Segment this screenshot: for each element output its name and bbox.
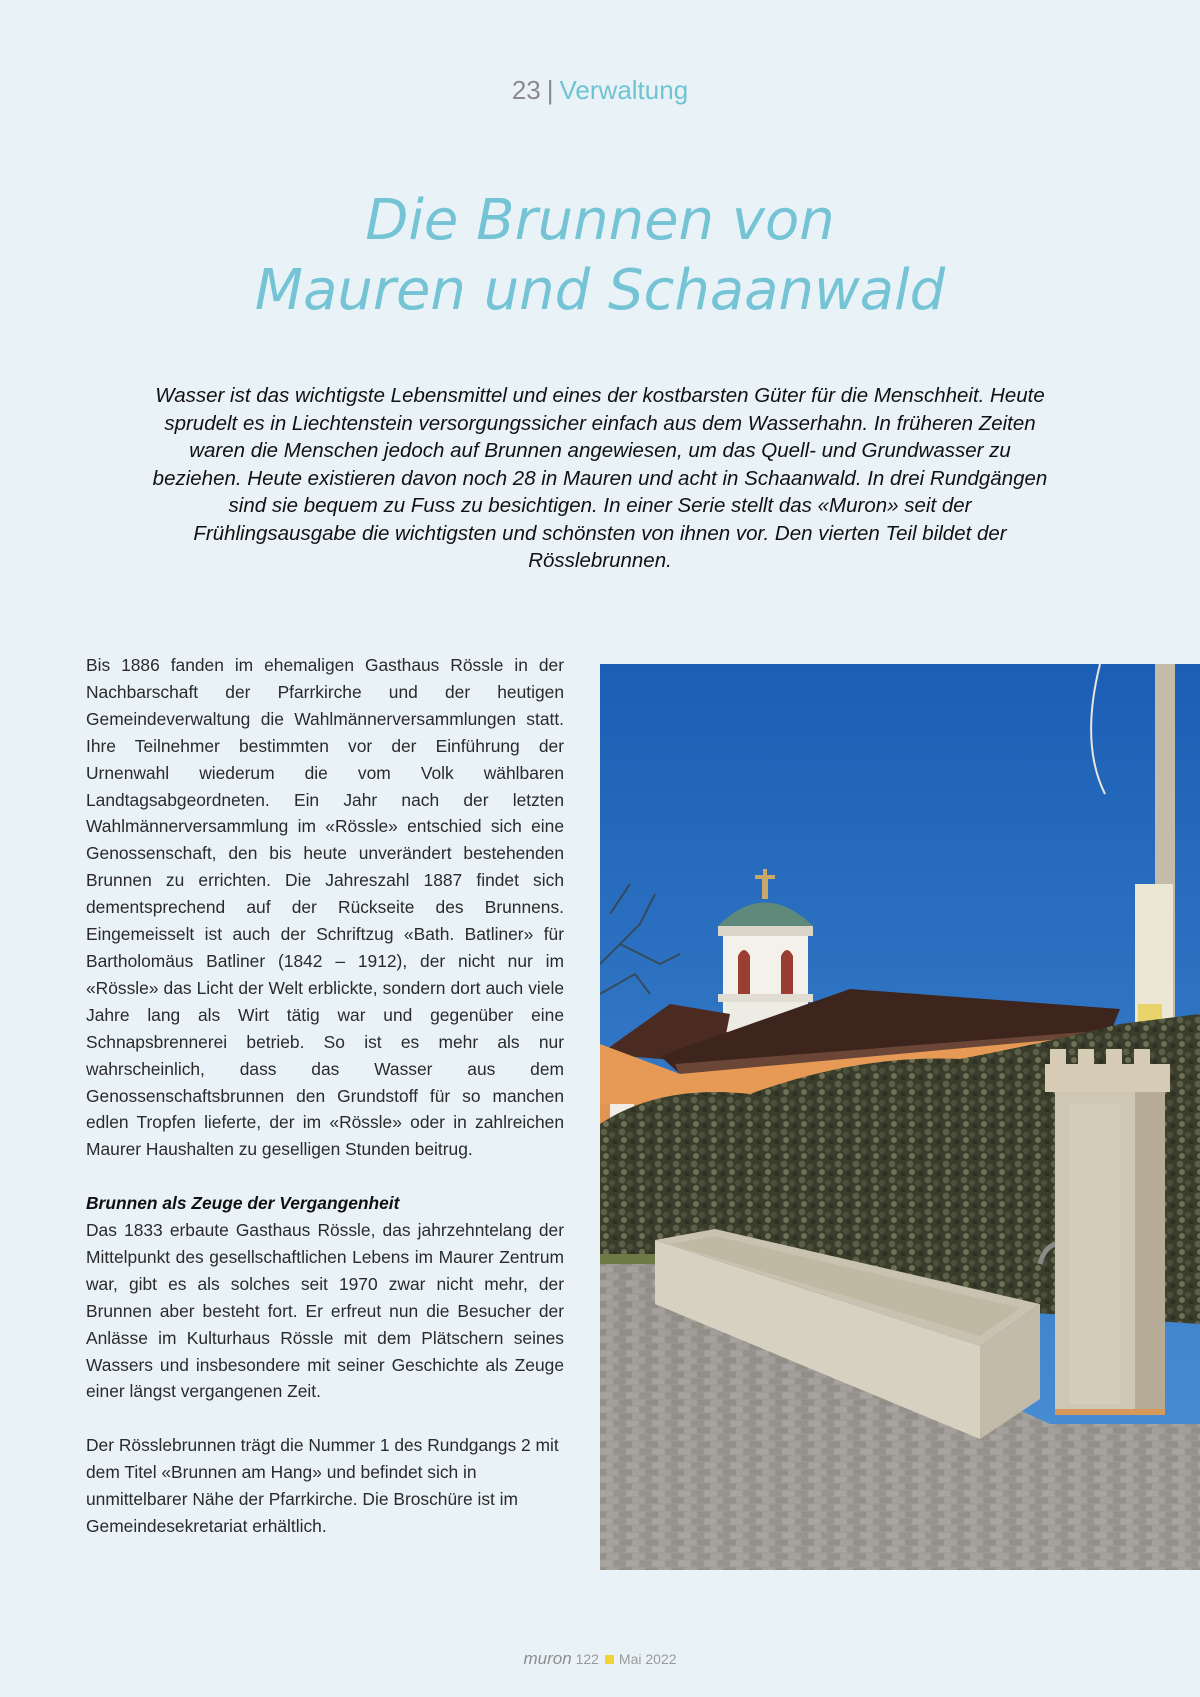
article-body (86, 652, 564, 1540)
fountain-column (1045, 1049, 1170, 1415)
footer-square-icon (605, 1655, 614, 1664)
lead-paragraph: Wasser ist das wichtigste Lebensmittel und eines der kostbarsten Güter für die Menschheit. Heute sprudelt es in Liechtenstein versorgungssicher einfach aus dem Wasserhahn. In früheren Zeiten waren die Menschen jedoch auf Brunnen angewiesen, um das Quell- und Grundwasser zu beziehen. Heute existieren davon noch 28 in Mauren und acht in Schaanwald. In drei Rundgängen sind sie bequem zu Fuss zu besichtigen. In einer Serie stellt das «Muron» seit der Frühlingsausgabe die wichtigsten und schönsten von ihnen vor. Den vierten Teil bildet der Rösslebrunnen. (152, 384, 1048, 572)
subheading: Brunnen als Zeuge der Vergangenheit (86, 1193, 400, 1214)
page-footer (0, 1648, 1200, 1670)
body-paragraph-1: Bis 1886 fanden im ehemaligen Gasthaus Rössle in der Nachbarschaft der Pfarrkirche und der heutigen Gemeindeverwaltung die Wahlmännerversammlungen statt. Ihre Teilnehmer bestimmten vor der Einführung der Urnenwahl wiederum die vom Volk wählbaren Landtagsabgeordneten. Ein Jahr nach der letzten Wahlmännerversammlung im «Rössle» entschied sich eine Genossenschaft, den bis heute unverändert bestehenden Brunnen zu errichten. Die Jahreszahl 1887 findet sich dementsprechend auf der Rückseite des Brunnens. Eingemeisselt ist auch der Schriftzug «Bath. Batliner» für Bartholomäus Batliner (1842 – 1912), der nicht nur im «Rössle» das Licht der Welt erblickte, sondern dort auch viele Jahre lang als Wirt tätig war und gegenüber eine Schnapsbrennerei betrieb. So ist es mehr als nur wahrscheinlich, dass das Wasser aus dem Genossenschaftsbrunnen den Grundstoff für so manchen edlen Tropfen lieferte, der im «Rössle» oder in zahlreichen Maurer Haushalten zu geselligen Stunden beitrug. (86, 655, 564, 1160)
title-line-1: Die Brunnen von (365, 188, 835, 253)
page-number: 23 (511, 75, 541, 105)
body-paragraph-2: Das 1833 erbaute Gasthaus Rössle, das jahrzehntelang der Mittelpunkt des gesellschaftlichen Lebens im Maurer Zentrum war, gibt es als solches seit 1970 zwar nicht mehr, der Brunnen aber besteht fort. Er erfreut nun die Besucher der Anlässe im Kulturhaus Rössle mit dem Plätschern seines Wassers und insbesondere mit seiner Geschichte als Zeuge einer längst vergangenen Zeit. (86, 1220, 564, 1402)
issue-number: 122 (575, 1651, 599, 1667)
magazine-name: muron (523, 1649, 572, 1668)
page-header (0, 70, 1200, 110)
body-paragraph-3: Der Rösslebrunnen trägt die Nummer 1 des Rundgangs 2 mit dem Titel «Brunnen am Hang» und befindet sich in unmittelbarer Nähe der Pfarrkirche. Die Broschüre ist im Gemeindesekretariat erhältlich. (86, 1435, 559, 1536)
fountain-photo (600, 664, 1200, 1570)
header-separator: | (546, 75, 554, 105)
article-title (0, 186, 1200, 326)
title-line-2: Mauren und Schaanwald (254, 258, 946, 323)
issue-date: Mai 2022 (618, 1651, 677, 1667)
section-name: Verwaltung (559, 75, 689, 105)
